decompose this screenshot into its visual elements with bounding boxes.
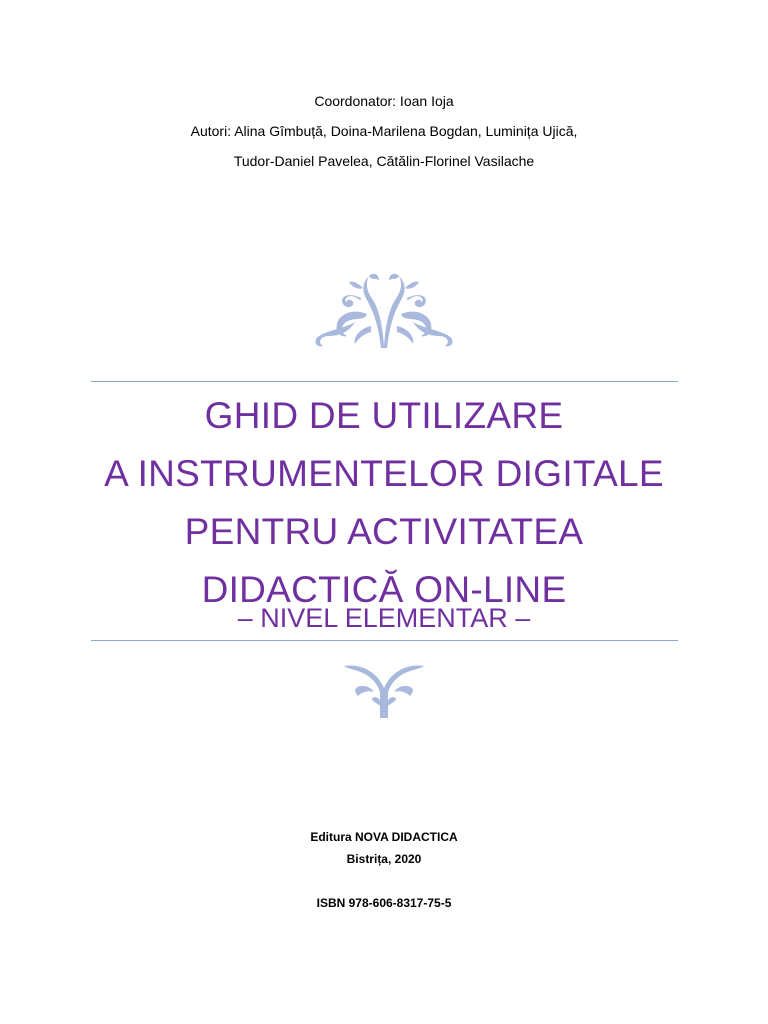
publisher-place-year: Bistrița, 2020 — [346, 852, 422, 866]
floral-scroll-ornament-icon — [0, 270, 768, 350]
publisher-block — [0, 826, 768, 870]
floral-scroll-ornament-svg — [309, 270, 459, 350]
top-divider — [91, 381, 678, 382]
isbn-line: ISBN 978-606-8317-75-5 — [316, 896, 452, 910]
book-title — [0, 387, 768, 619]
title-line-4: DIDACTICĂ ON-LINE — [201, 569, 567, 610]
leaf-fleuron-ornament-svg — [342, 662, 426, 720]
title-line-2: A INSTRUMENTELOR DIGITALE — [104, 453, 664, 494]
title-line-1: GHID DE UTILIZARE — [204, 395, 564, 436]
authors-line-2: Tudor-Daniel Pavelea, Cătălin-Florinel Vasilache — [233, 153, 535, 169]
coordinator-line: Coordonator: Ioan Ioja — [314, 93, 454, 109]
title-line-3: PENTRU ACTIVITATEA — [184, 511, 584, 552]
authors-line-1: Autori: Alina Gîmbuță, Doina-Marilena Bogdan, Luminița Ujică, — [190, 123, 578, 139]
publisher-name: Editura NOVA DIDACTICA — [310, 830, 458, 844]
book-subtitle: – NIVEL ELEMENTAR – — [237, 603, 531, 633]
leaf-fleuron-ornament-icon — [0, 662, 768, 720]
bottom-divider — [91, 640, 678, 641]
credits-block — [0, 86, 768, 176]
